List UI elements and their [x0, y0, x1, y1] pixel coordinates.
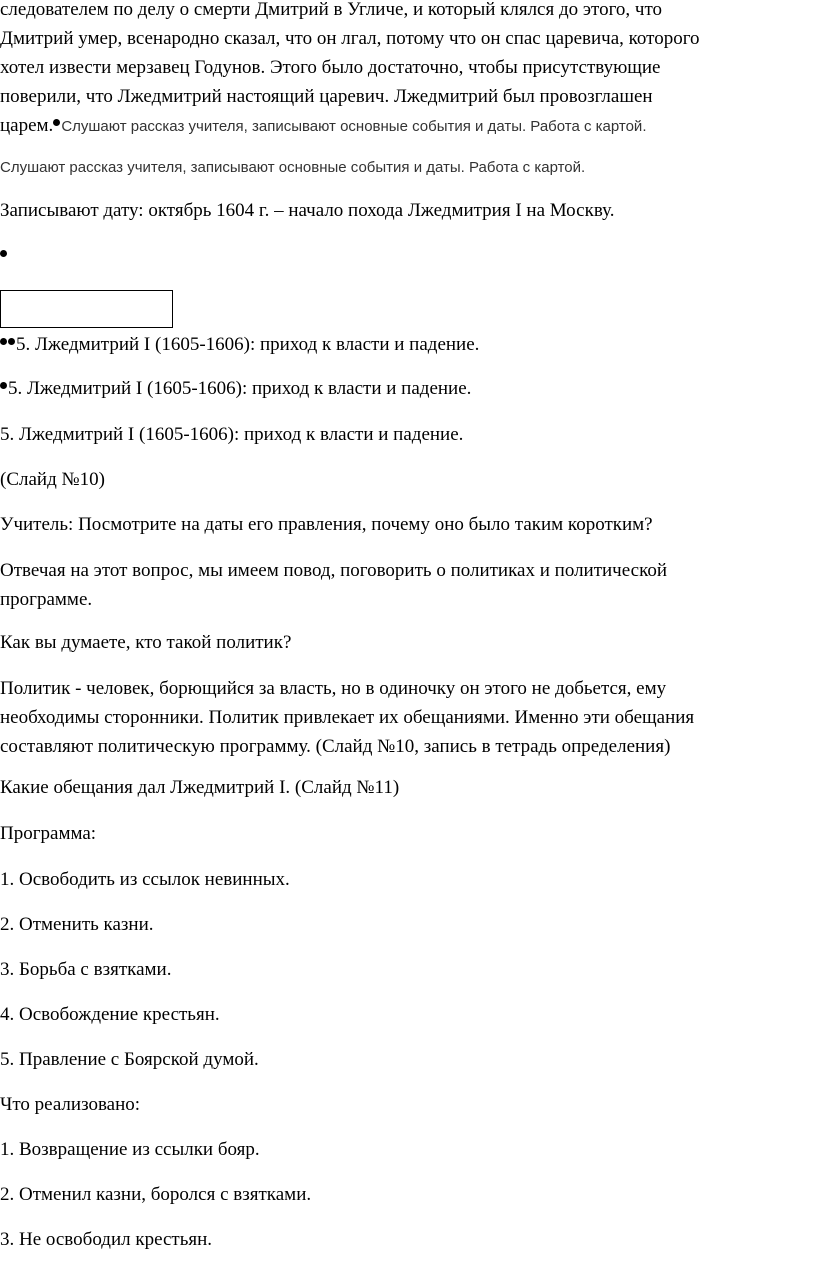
- bullet-icon: [0, 250, 7, 257]
- answer-intro-1: Отвечая на этот вопрос, мы имеем повод, поговорить о политиках и политической: [0, 560, 668, 581]
- bullet-icon: [0, 382, 7, 389]
- intro-line-1: следователем по делу о смерти Дмитрий в Угличе, и который клялся до этого, что: [0, 0, 663, 20]
- program-item: 3. Борьба с взятками.: [0, 959, 172, 980]
- answer-intro-2: программе.: [0, 589, 93, 610]
- program-title: Программа:: [0, 823, 97, 844]
- intro-line-5-start: царем.: [0, 115, 54, 136]
- definition-1: Политик - человек, борющийся за власть, но в одиночку он этого не добьется, ему: [0, 678, 667, 699]
- empty-box: [0, 290, 173, 328]
- bullet-icon: [0, 338, 7, 345]
- program-item: 5. Правление с Боярской думой.: [0, 1049, 259, 1070]
- politician-question: Как вы думаете, кто такой политик?: [0, 632, 292, 653]
- section-heading: 5. Лжедмитрий I (1605-1606): приход к власти и падение.: [0, 424, 464, 445]
- bullet-icon: [53, 119, 60, 126]
- realized-item: 1. Возвращение из ссылки бояр.: [0, 1139, 260, 1160]
- empty-bullet-line: [0, 242, 8, 271]
- listening-note: Слушают рассказ учителя, записывают основные события и даты. Работа с картой.: [0, 159, 586, 176]
- slide-ref: (Слайд №10): [0, 469, 105, 490]
- definition-3: составляют политическую программу. (Слайд №10, запись в тетрадь определения): [0, 736, 671, 757]
- intro-line-3: хотел извести мерзавец Годунов. Этого было достаточно, чтобы присутствующие: [0, 57, 661, 78]
- heading-repeat-2-text: 5. Лжедмитрий I (1605-1606): приход к власти и падение.: [8, 378, 472, 399]
- realized-item: 3. Не освободил крестьян.: [0, 1229, 213, 1250]
- teacher-question: Учитель: Посмотрите на даты его правления, почему оно было таким коротким?: [0, 514, 653, 535]
- heading-repeat-1: [0, 330, 479, 359]
- definition-2: необходимы сторонники. Политик привлекает их обещаниями. Именно эти обещания: [0, 707, 695, 728]
- program-item: 2. Отменить казни.: [0, 914, 154, 935]
- bullet-icon: [8, 338, 15, 345]
- intro-line-4: поверили, что Лжедмитрий настоящий царевич. Лжедмитрий был провозглашен: [0, 86, 653, 107]
- program-item: 1. Освободить из ссылок невинных.: [0, 869, 290, 890]
- realized-item: 2. Отменил казни, боролся с взятками.: [0, 1184, 312, 1205]
- heading-repeat-1-text: 5. Лжедмитрий I (1605-1606): приход к власти и падение.: [16, 334, 480, 355]
- program-item: 4. Освобождение крестьян.: [0, 1004, 220, 1025]
- heading-repeat-2: [0, 374, 471, 403]
- date-note: Записывают дату: октябрь 1604 г. – начало похода Лжедмитрия I на Москву.: [0, 200, 615, 221]
- intro-line-5: [0, 111, 646, 141]
- realized-title: Что реализовано:: [0, 1094, 141, 1115]
- intro-line-2: Дмитрий умер, всенародно сказал, что он лгал, потому что он спас царевича, которого: [0, 28, 700, 49]
- promises-question: Какие обещания дал Лжедмитрий I. (Слайд №11): [0, 777, 400, 798]
- intro-line-5-tail: Слушают рассказ учителя, записывают основные события и даты. Работа с картой.: [61, 118, 647, 135]
